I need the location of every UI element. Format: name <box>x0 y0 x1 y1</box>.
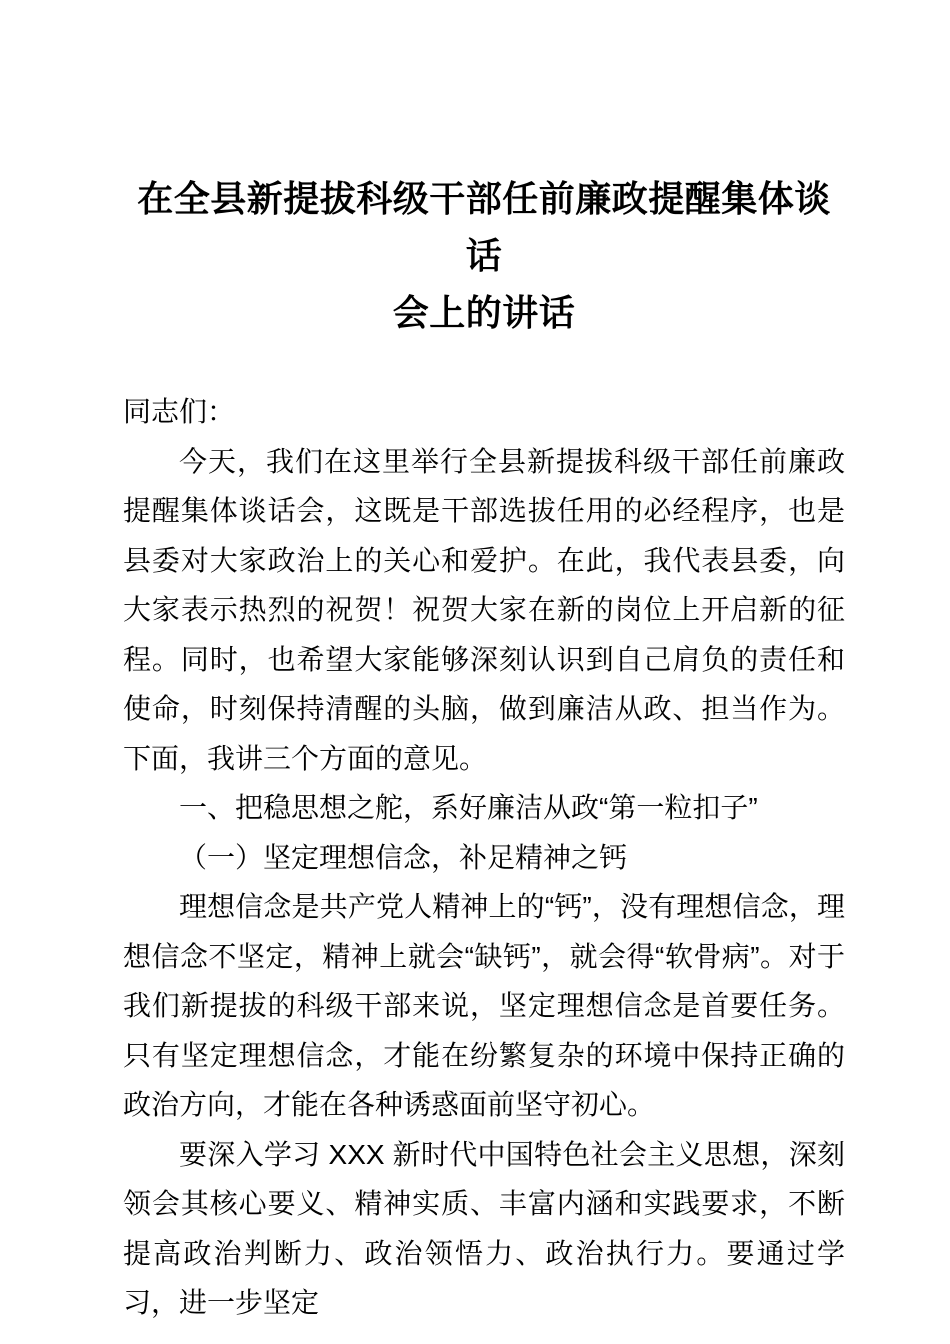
document-title-line2: 会上的讲话 <box>392 292 576 333</box>
document-title-line1: 在全县新提拔科级干部任前廉政提醒集体谈话 <box>137 178 831 276</box>
section-heading-1: 一、把稳思想之舵，系好廉洁从政“第一粒扣子” <box>179 792 758 823</box>
document-body <box>123 387 845 1328</box>
paragraph-opening: 今天，我们在这里举行全县新提拔科级干部任前廉政提醒集体谈话会，这既是干部选拔任用的必经程序，也是县委对大家政治上的关心和爱护。在此，我代表县委，向大家表示热烈的祝贺！祝贺大家在新的岗位上开启新的征程。同时，也希望大家能够深刻认识到自己肩负的责任和使命，时刻保持清醒的头脑，做到廉洁从政、担当作为。下面，我讲三个方面的意见。 <box>123 445 845 774</box>
document-title <box>123 170 845 341</box>
subsection-heading-1-1: （一）坚定理想信念，补足精神之钙 <box>179 841 628 873</box>
salutation: 同志们： <box>123 396 236 427</box>
paragraph-study-requirements: 要深入学习 XXX 新时代中国特色社会主义思想，深刻领会其核心要义、精神实质、丰富内涵和实践要求，不断提高政治判断力、政治领悟力、政治执行力。要通过学习，进一步坚定 <box>123 1138 845 1318</box>
paragraph-ideals-beliefs: 理想信念是共产党人精神上的“钙”，没有理想信念，理想信念不坚定，精神上就会“缺钙”，就会得“软骨病”。对于我们新提拔的科级干部来说，坚定理想信念是首要任务。只有坚定理想信念，才能在纷繁复杂的环境中保持正确的政治方向，才能在各种诱惑面前坚守初心。 <box>123 891 845 1120</box>
